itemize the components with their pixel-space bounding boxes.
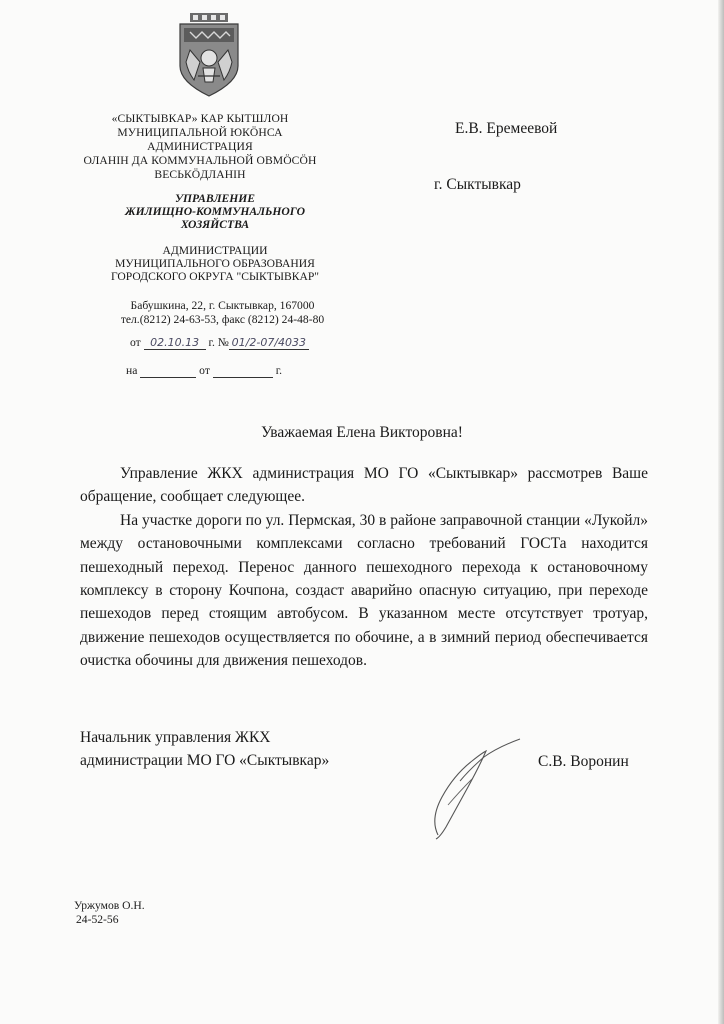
- salutation: Уважаемая Елена Викторовна!: [261, 424, 463, 441]
- handwritten-signature-icon: [420, 735, 530, 845]
- sender-address-block: [40, 299, 405, 327]
- scan-edge-shadow: [718, 0, 724, 1024]
- number-value: 01/2-07/4033: [231, 336, 307, 349]
- signatory-title: [80, 726, 329, 772]
- signatory-title-line: администрации МО ГО «Сыктывкар»: [80, 752, 330, 769]
- outgoing-registration: [130, 336, 309, 350]
- sender-address: Бабушкина, 22, г. Сыктывкар, 167000: [130, 299, 315, 312]
- komi-line: АДМИНИСТРАЦИЯ: [147, 140, 253, 153]
- komi-line: МУНИЦИПАЛЬНОЙ ЮКÖНСА: [117, 126, 283, 139]
- admin-line: МУНИЦИПАЛЬНОГО ОБРАЗОВАНИЯ: [115, 257, 315, 270]
- from-label: от: [130, 336, 141, 349]
- executor-phone: 24-52-56: [76, 913, 119, 926]
- number-field: [229, 336, 309, 350]
- recipient-name: Е.В. Еремеевой: [455, 120, 558, 137]
- date-value: 02.10.13: [150, 336, 200, 349]
- executor-block: [74, 899, 145, 927]
- dept-line: ЖИЛИЩНО-КОММУНАЛЬНОГО: [125, 205, 305, 218]
- letter-body: [80, 462, 648, 673]
- komi-line: «СЫКТЫВКАР» КАР КЫТШЛОН: [111, 112, 289, 125]
- signatory-name: С.В. Воронин: [538, 753, 629, 770]
- komi-line: ОЛАНIН ДА КОММУНАЛЬНОЙ ОВМÖСÖН: [83, 154, 317, 167]
- dept-line: ХОЗЯЙСТВА: [180, 218, 250, 231]
- incoming-reference: [126, 364, 282, 378]
- sender-komi-name: [40, 112, 360, 182]
- paragraph: На участке дороги по ул. Пермская, 30 в районе заправочной станции «Лукойл» между остановочными комплексами согласно требований ГОСТа находится пешеходный переход. Перенос данного пешеходного перехода к остановочному комплексу в сторону Кочпона, создаст аварийно опасную ситуацию, при переходе пешеходов перед стоящим автобусом. В указанном месте отсутствует тротуар, движение пешеходов осуществляется по обочине, а в зимний период обеспечивается очистка обочины для движения пешеходов.: [80, 511, 648, 670]
- admin-line: ГОРОДСКОГО ОКРУГА "СЫКТЫВКАР": [110, 270, 320, 283]
- admin-line: АДМИНИСТРАЦИИ: [162, 244, 268, 257]
- from-label2: от: [199, 364, 210, 377]
- komi-line: ВЕСЬКÖДЛАНIН: [154, 168, 246, 181]
- sender-administration: [40, 244, 390, 283]
- signatory-title-line: Начальник управления ЖКХ: [80, 729, 271, 746]
- ref-date-field: [213, 364, 273, 378]
- dept-line: УПРАВЛЕНИЕ: [174, 192, 256, 205]
- year-suffix2: г.: [275, 364, 283, 377]
- year-suffix: г.: [208, 336, 215, 349]
- number-label: №: [217, 336, 229, 349]
- sender-department: [40, 192, 390, 231]
- ref-number-field: [140, 364, 196, 378]
- city-coat-of-arms-icon: [176, 12, 242, 98]
- recipient-city: г. Сыктывкар: [434, 176, 521, 193]
- sender-phones: тел.(8212) 24-63-53, факс (8212) 24-48-80: [120, 313, 325, 326]
- paragraph: Управление ЖКХ администрация МО ГО «Сыктывкар» рассмотрев Ваше обращение, сообщает следующее.: [80, 465, 648, 506]
- date-field: [144, 336, 206, 350]
- executor-name: Уржумов О.Н.: [74, 899, 145, 912]
- on-label: на: [126, 364, 138, 377]
